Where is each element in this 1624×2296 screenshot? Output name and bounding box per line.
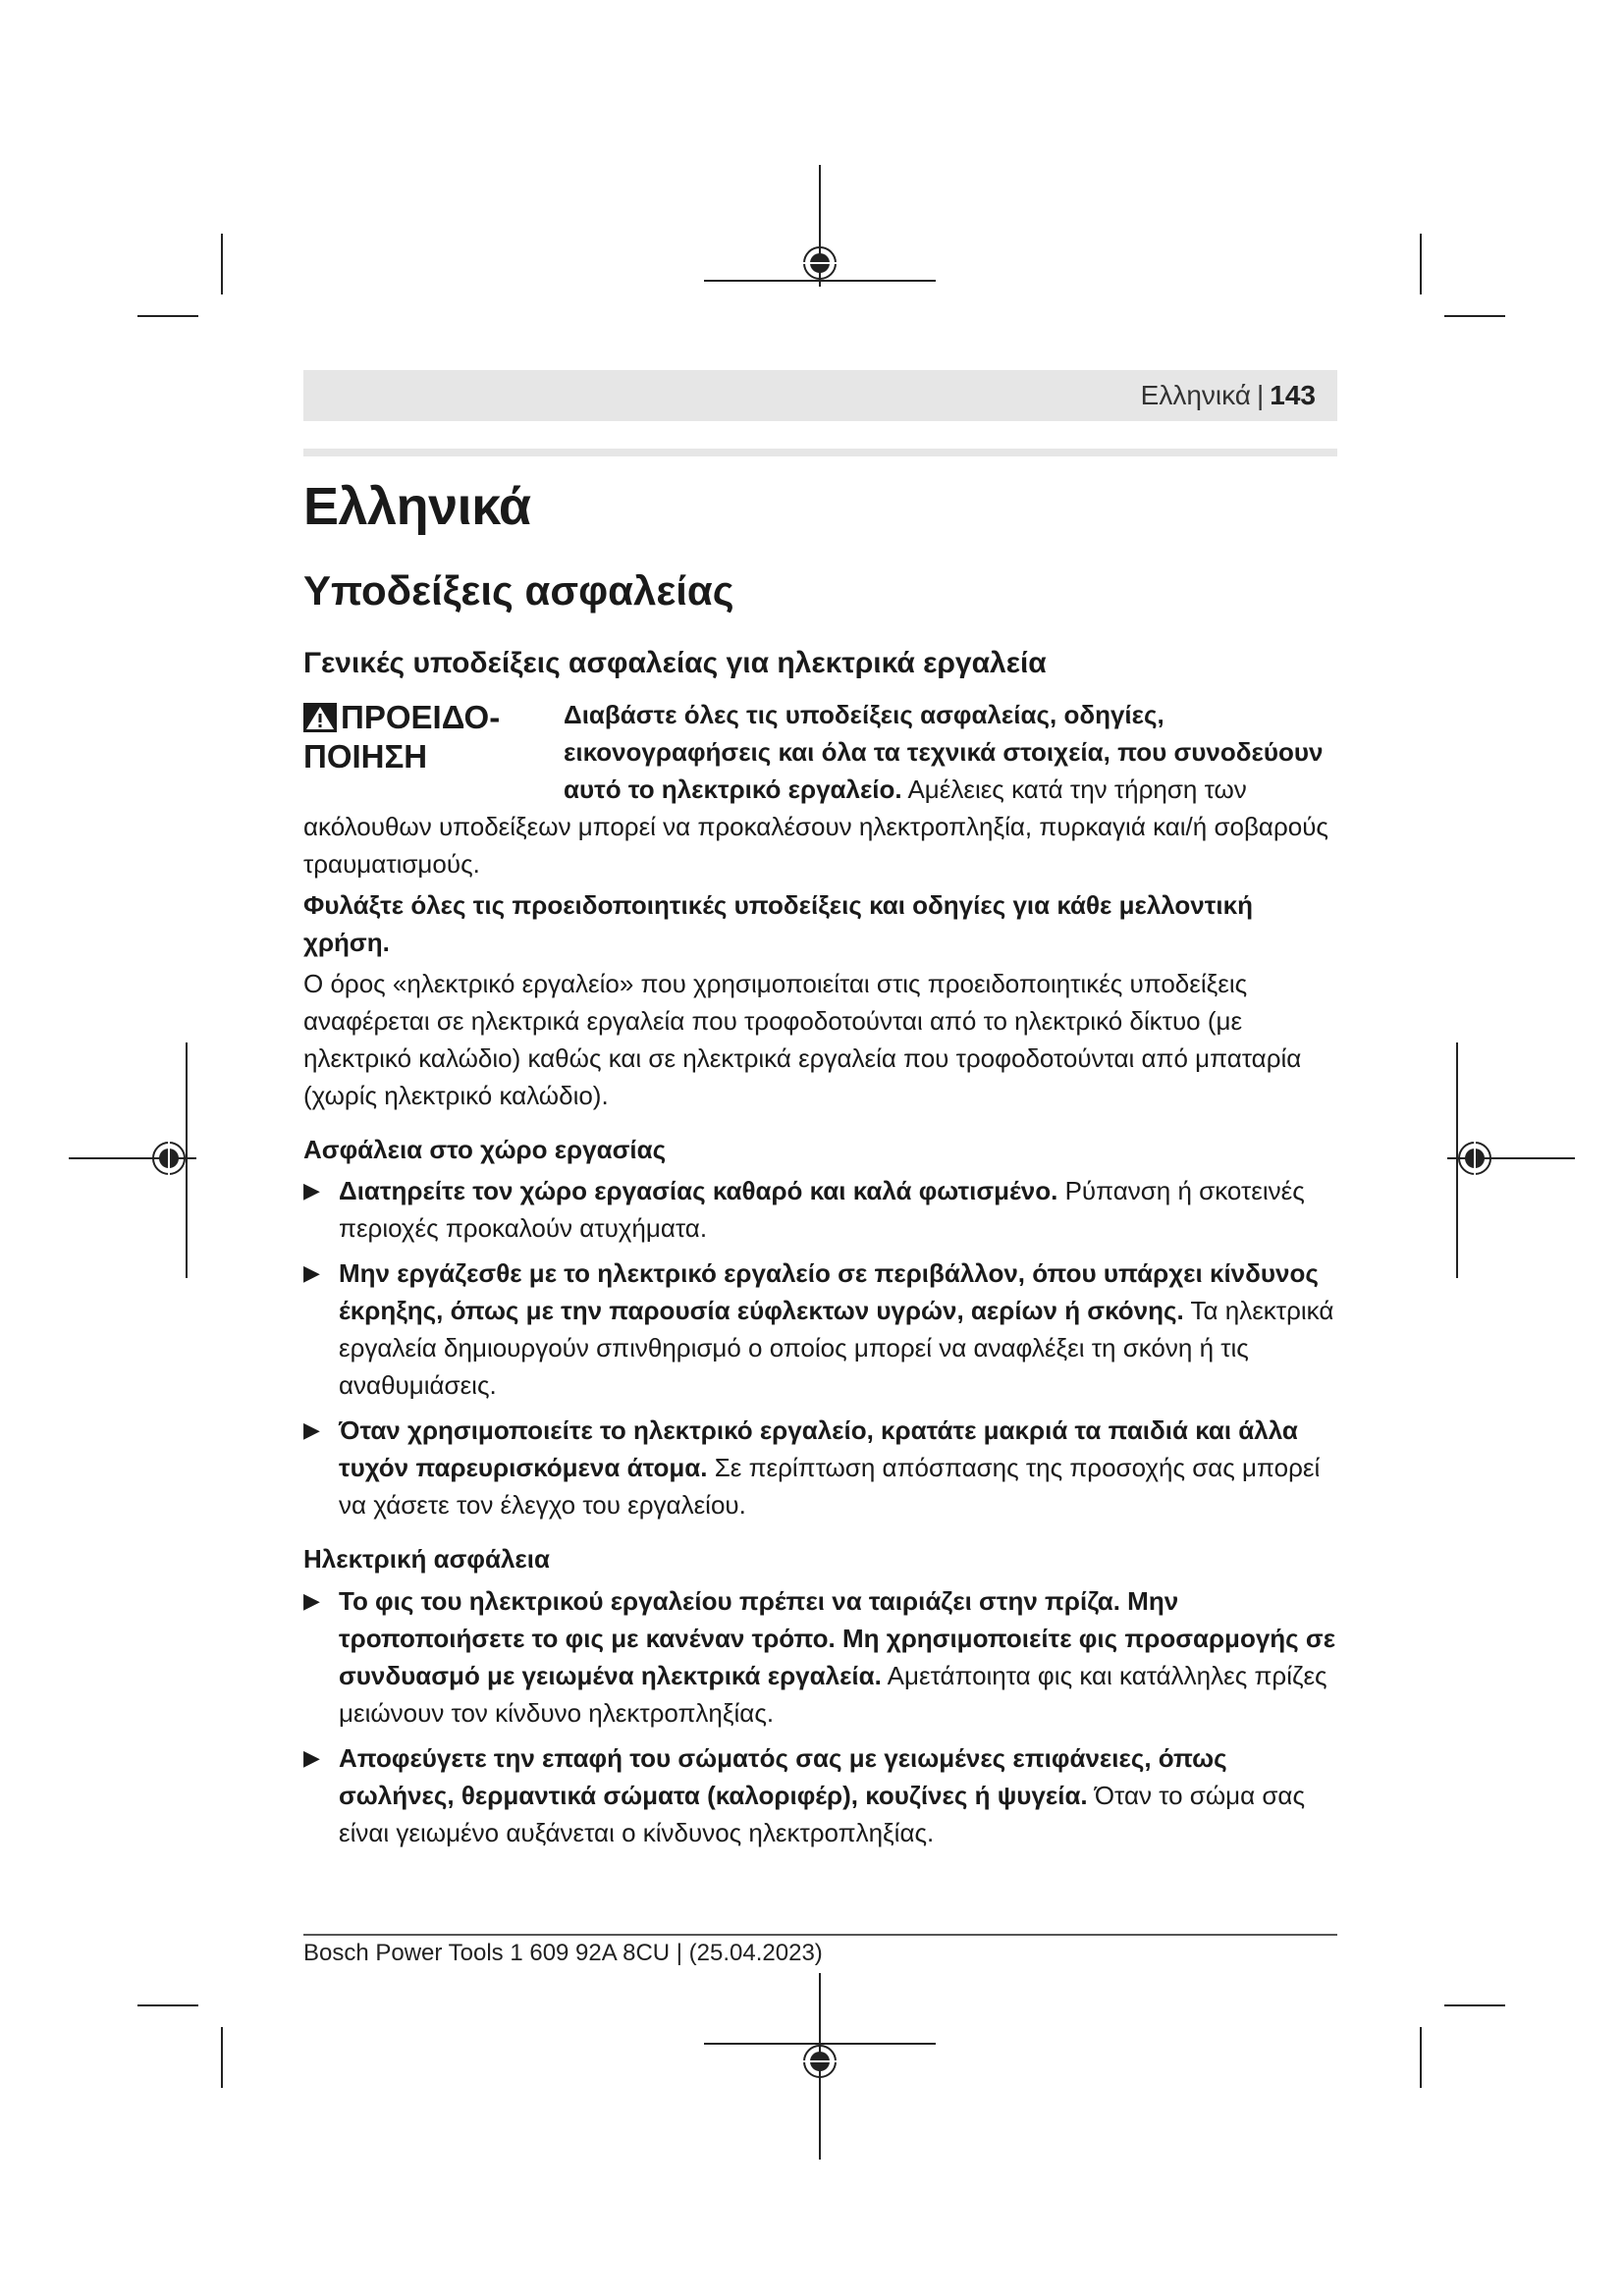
crop-mark-top-right-horizontal bbox=[1444, 315, 1505, 317]
registration-mark-left-icon bbox=[69, 1042, 196, 1278]
warning-block bbox=[303, 696, 1337, 882]
crop-mark-bottom-right-vertical bbox=[1420, 2027, 1422, 2088]
workplace-safety-heading: Ασφάλεια στο χώρο εργασίας bbox=[303, 1134, 667, 1164]
page-title: Ελληνικά bbox=[303, 477, 531, 536]
header-divider bbox=[303, 449, 1337, 456]
registration-mark-top-icon bbox=[704, 165, 936, 332]
header-text bbox=[1141, 380, 1316, 411]
list-item bbox=[303, 1255, 1337, 1404]
item-text: Ρύπανση ή σκοτεινές περιοχές προκαλούν ατυχήματα. bbox=[339, 1176, 1305, 1244]
keep-instructions-note bbox=[303, 886, 1337, 961]
keep-note-text: Φυλάξτε όλες τις προειδοποιητικές υποδείξεις και οδηγίες για κάθε μελλοντική χρήση. bbox=[303, 889, 1253, 957]
page-footer: Bosch Power Tools 1 609 92A 8CU | (25.04.2023) bbox=[303, 1940, 823, 1966]
warning-label bbox=[303, 696, 564, 776]
bullet-arrow-icon: ▶ bbox=[303, 1260, 320, 1286]
crop-mark-top-left-horizontal bbox=[137, 315, 198, 317]
crop-mark-top-right-vertical bbox=[1420, 234, 1422, 294]
crop-mark-bottom-left-horizontal bbox=[137, 2004, 198, 2006]
section-heading: Γενικές υποδείξεις ασφαλείας για ηλεκτρικά εργαλεία bbox=[303, 647, 1047, 680]
electrical-safety-heading: Ηλεκτρική ασφάλεια bbox=[303, 1544, 550, 1575]
header-separator: | bbox=[1257, 380, 1265, 410]
list-item bbox=[303, 1172, 1337, 1247]
crop-mark-top-left-vertical bbox=[221, 234, 223, 294]
workplace-safety-list bbox=[303, 1172, 1337, 1523]
item-text: Όταν το σώμα σας είναι γειωμένο αυξάνεται ο κίνδυνος ηλεκτροπληξίας. bbox=[339, 1781, 1305, 1848]
warning-triangle-icon bbox=[303, 703, 337, 732]
item-text: Σε περίπτωση απόσπασης της προσοχής σας μπορεί να χάσετε τον έλεγχο του εργαλείου. bbox=[339, 1453, 1321, 1521]
item-bold-text: Αποφεύγετε την επαφή του σώματός σας με γειωμένες επιφάνειες, όπως σωλήνες, θερμαντικά σώματα (καλοριφέρ), κουζίνες ή ψυγεία. bbox=[339, 1743, 1227, 1811]
warning-plain-text: Αμέλειες κατά την τήρηση των ακόλουθων υποδείξεων μπορεί να προκαλέσουν ηλεκτροπληξία, πυρκαγιά και/ή σοβαρούς τραυματισμούς. bbox=[303, 774, 1328, 879]
item-bold-text: Το φις του ηλεκτρικού εργαλείου πρέπει να ταιριάζει στην πρίζα. Μην τροποποιήσετε το φις με κανέναν τρόπο. Μη χρησιμοποιείτε φις προσαρμογής σε συνδυασμό με γειωμένα ηλεκτρικά εργαλεία. bbox=[339, 1586, 1336, 1691]
list-item bbox=[303, 1582, 1337, 1732]
warning-label-text: ΠΡΟΕΙΔΟ-ΠΟΙΗΣΗ bbox=[303, 698, 501, 774]
list-item bbox=[303, 1739, 1337, 1851]
bullet-arrow-icon: ▶ bbox=[303, 1745, 320, 1771]
header-section: Ελληνικά bbox=[1140, 380, 1251, 410]
item-text: Αμετάποιητα φις και κατάλληλες πρίζες μειώνουν τον κίνδυνο ηλεκτροπληξίας. bbox=[339, 1661, 1327, 1729]
page-number: 143 bbox=[1270, 380, 1316, 410]
page-subtitle: Υποδείξεις ασφαλείας bbox=[303, 566, 734, 614]
item-bold-text: Όταν χρησιμοποιείτε το ηλεκτρικό εργαλείο, κρατάτε μακριά τα παιδιά και άλλα τυχόν παρευρισκόμενα άτομα. bbox=[339, 1415, 1298, 1483]
bullet-arrow-icon: ▶ bbox=[303, 1178, 320, 1203]
item-text: Τα ηλεκτρικά εργαλεία δημιουργούν σπινθηρισμό ο οποίος μπορεί να αναφλέξει τη σκόνη ή τις αναθυμιάσεις. bbox=[339, 1296, 1334, 1401]
page-content bbox=[303, 463, 1337, 1859]
crop-mark-bottom-left-vertical bbox=[221, 2027, 223, 2088]
warning-bold-text: Διαβάστε όλες τις υποδείξεις ασφαλείας, οδηγίες, εικονογραφήσεις και όλα τα τεχνικά στοιχεία, που συνοδεύουν αυτό το ηλεκτρικό εργαλείο. bbox=[564, 699, 1324, 804]
registration-mark-right-icon bbox=[1447, 1042, 1575, 1278]
crop-mark-bottom-right-horizontal bbox=[1444, 2004, 1505, 2006]
running-header bbox=[303, 370, 1337, 421]
term-definition-note: Ο όρος «ηλεκτρικό εργαλείο» που χρησιμοποιείται στις προειδοποιητικές υποδείξεις αναφέρεται σε ηλεκτρικά εργαλεία που τροφοδοτούνται από το ηλεκτρικό δίκτυο (με ηλεκτρικό καλώδιο) καθώς και σε ηλεκτρικά εργαλεία που τροφοδοτούνται από μπαταρία (χωρίς ηλεκτρικό καλώδιο). bbox=[303, 968, 1302, 1110]
footer-divider bbox=[303, 1934, 1337, 1936]
item-bold-text: Μην εργάζεσθε με το ηλεκτρικό εργαλείο σε περιβάλλον, όπου υπάρχει κίνδυνος έκρηξης, όπως με την παρουσία εύφλεκτων υγρών, αερίων ή σκόνης. bbox=[339, 1258, 1319, 1326]
bullet-arrow-icon: ▶ bbox=[303, 1417, 320, 1443]
bullet-arrow-icon: ▶ bbox=[303, 1588, 320, 1614]
item-bold-text: Διατηρείτε τον χώρο εργασίας καθαρό και καλά φωτισμένο. bbox=[339, 1176, 1058, 1206]
list-item bbox=[303, 1412, 1337, 1523]
registration-mark-bottom-icon bbox=[704, 1973, 936, 2160]
electrical-safety-list bbox=[303, 1582, 1337, 1851]
